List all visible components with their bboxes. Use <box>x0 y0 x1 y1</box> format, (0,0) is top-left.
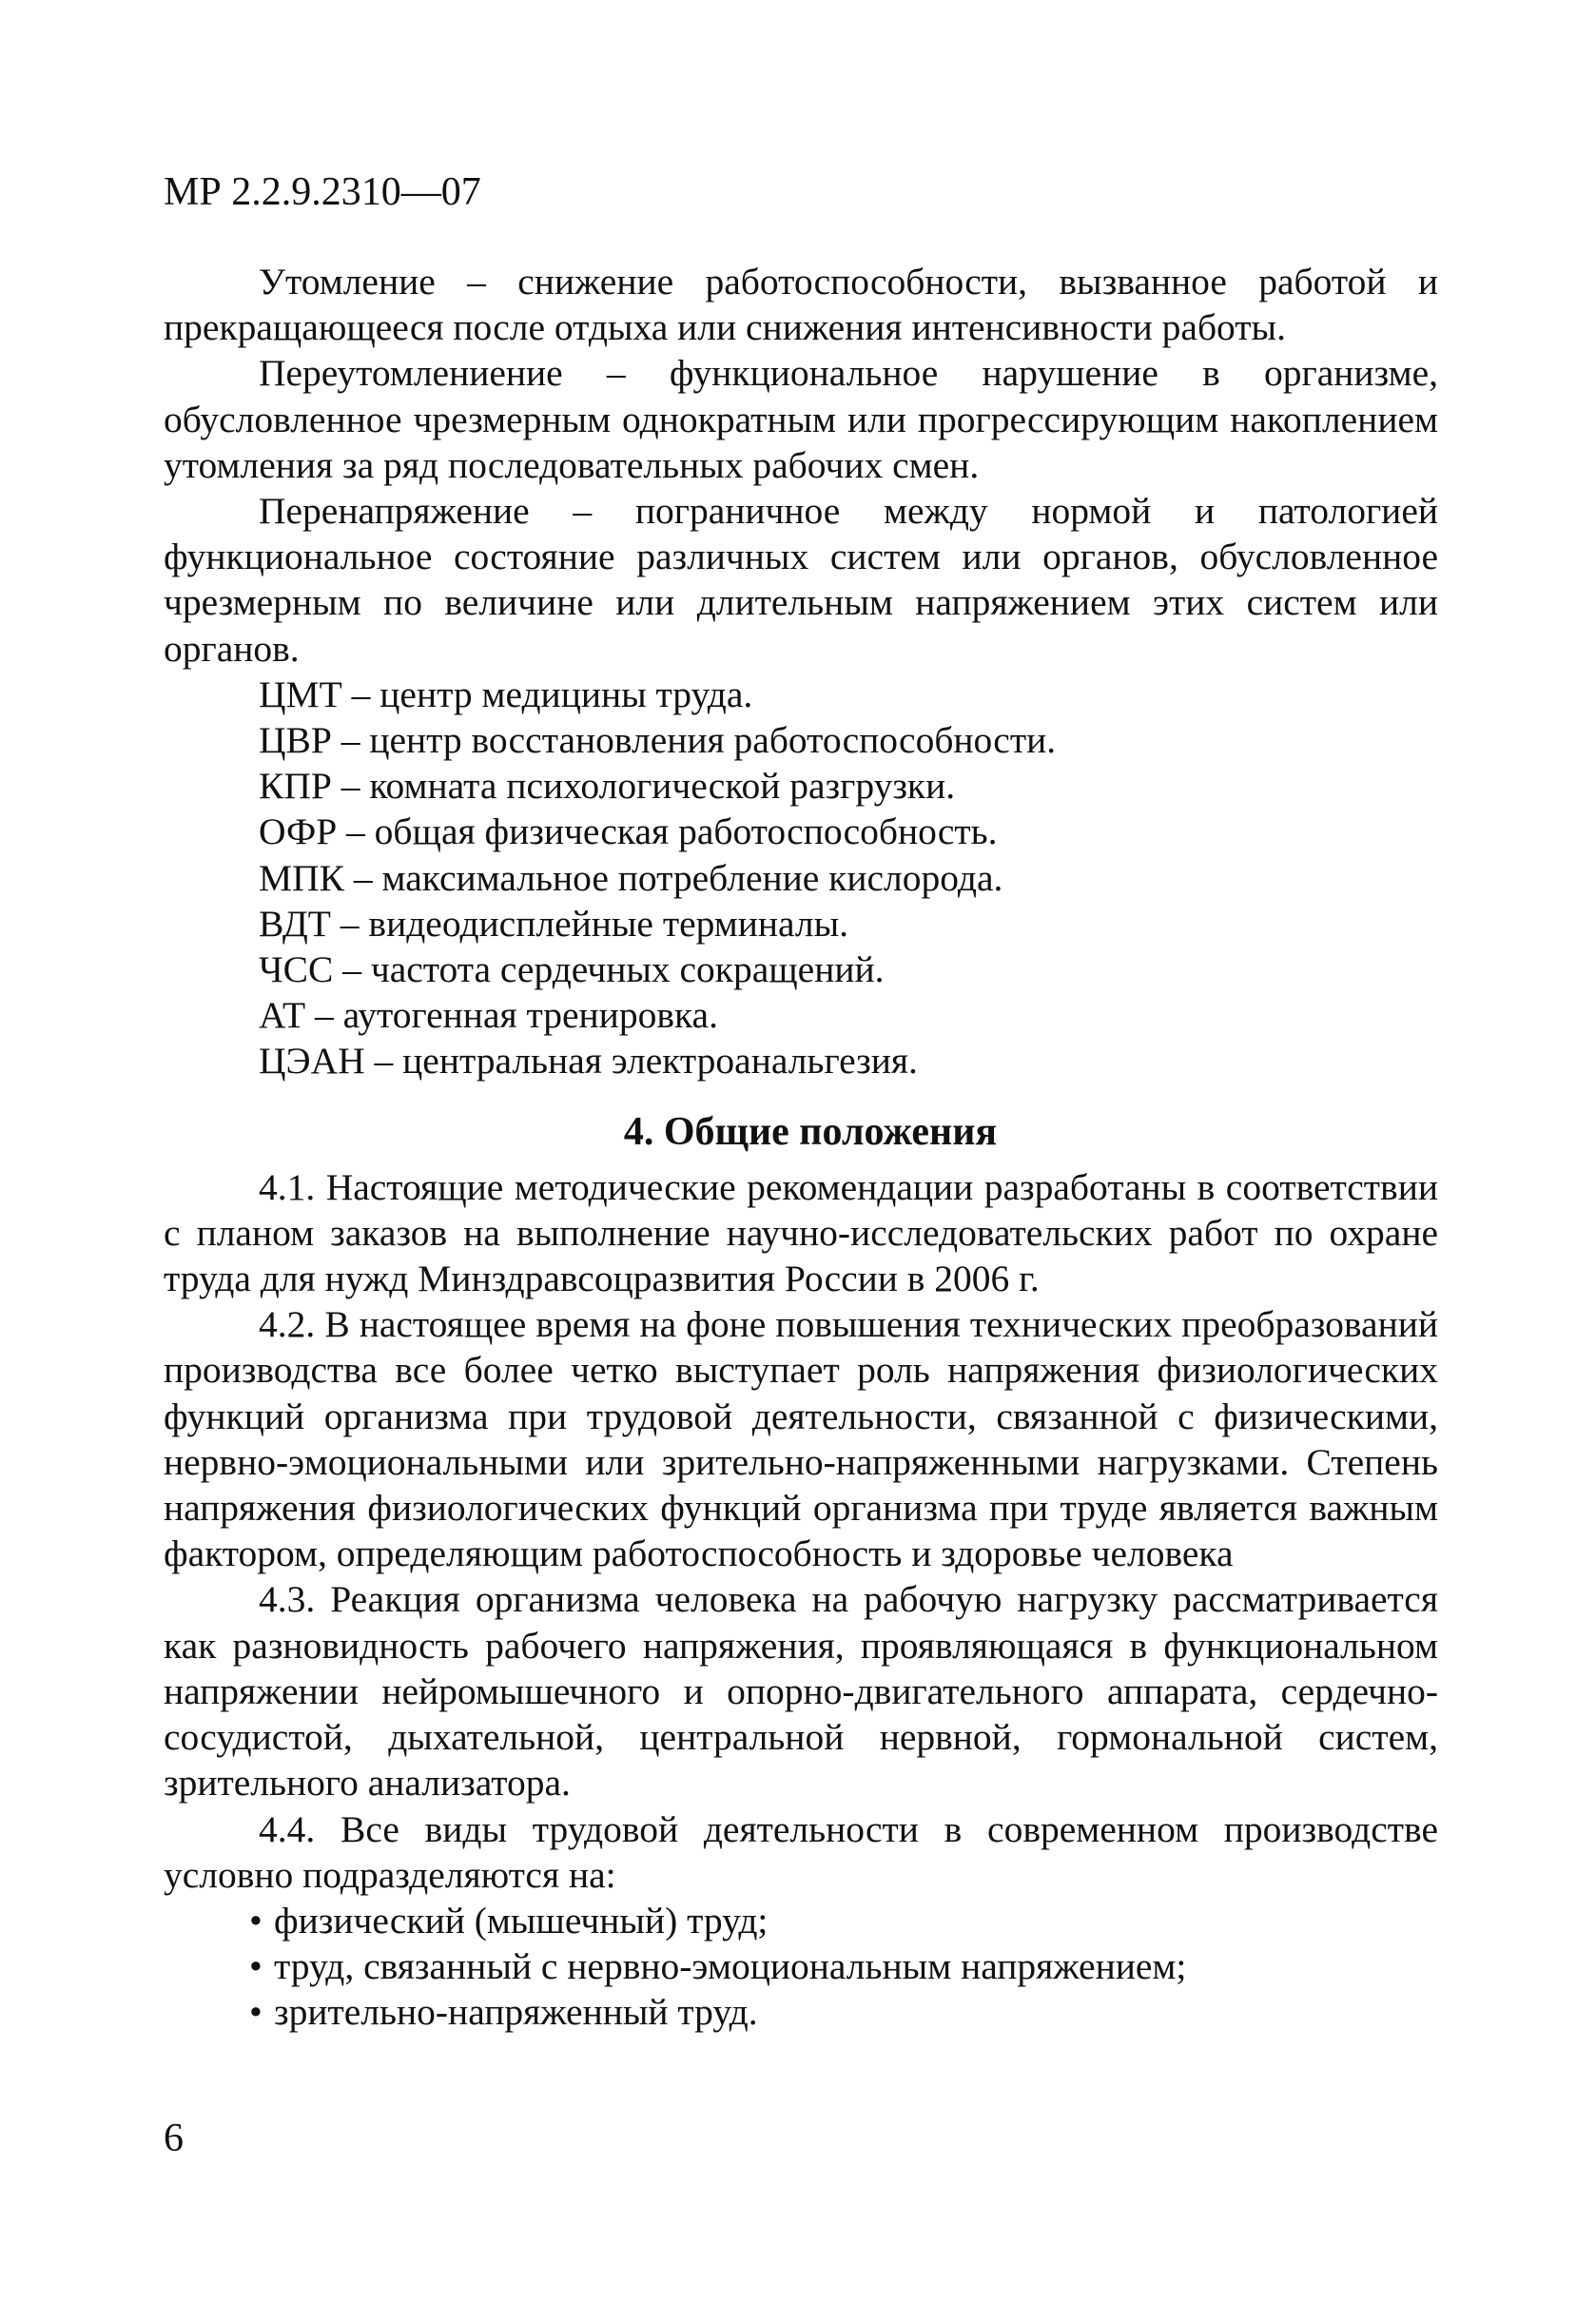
abbreviation-list <box>164 672 1438 1084</box>
abbreviation-item: ЦМТ – центр медицины труда. <box>259 673 753 715</box>
abbreviation-item: МПК – максимальное потребление кислорода. <box>259 856 1003 899</box>
term-definition-overstrain: Перенапряжение – пограничное между нормой и патологией функциональное состояние различных систем или органов, обусловленное чрезмерным по величине или длительным напряжением этих систем или органов. <box>164 490 1438 670</box>
abbreviation-item: ЧСС – частота сердечных сокращений. <box>259 948 885 991</box>
bullet-icon: • <box>249 1945 263 1988</box>
abbreviation-item: АТ – аутогенная тренировка. <box>259 994 718 1037</box>
paragraph-4-4: 4.4. Все виды трудовой деятельности в современном производстве условно подразделяются на: <box>164 1807 1438 1896</box>
abbreviation-item: ЦВР – центр восстановления работоспособности. <box>259 719 1057 762</box>
abbreviation-item: КПР – комната психологической разгрузки. <box>259 765 956 808</box>
paragraph-4-2: 4.2. В настоящее время на фоне повышения технических преобразований производства все более четко выступает роль напряжения физиологических функций организма при трудовой деятельности, связанной с физическими, нервно-эмоциональными или зрительно-напряженными нагрузками. Степень напряжения физиологических функций организма при труде является важным фактором, определяющим работоспособность и здоровье человека <box>164 1303 1438 1575</box>
list-item <box>164 1989 1438 2035</box>
list-item <box>164 1943 1438 1989</box>
document-code: МР 2.2.9.2310—07 <box>164 170 481 214</box>
list-item-text: труд, связанный с нервно-эмоциональным напряжением; <box>274 1945 1187 1988</box>
paragraph-4-3: 4.3. Реакция организма человека на рабочую нагрузку рассматривается как разновидность рабочего напряжения, проявляющаяся в функциональном напряжении нейромышечного и опорно-двигательного аппарата, сердечно-сосудистой, дыхательной, центральной нервной, гормональной систем, зрительного анализатора. <box>164 1578 1438 1805</box>
bullet-icon: • <box>249 1899 263 1942</box>
bullet-list <box>164 1898 1438 2036</box>
list-item <box>164 1898 1438 1943</box>
document-body <box>164 259 1438 2036</box>
abbreviation-item: ВДТ – видеодисплейные терминалы. <box>259 902 849 945</box>
term-definition-fatigue: Утомление – снижение работоспособности, вызванное работой и прекращающееся после отдыха или снижения интенсивности работы. <box>164 261 1438 349</box>
paragraph-4-1: 4.1. Настоящие методические рекомендации разработаны в соответствии с планом заказов на выполнение научно-исследовательских работ по охране труда для нужд Минздравсоцразвития России в 2006 г. <box>164 1165 1438 1300</box>
abbreviation-item: ЦЭАН – центральная электроанальгезия. <box>259 1040 918 1083</box>
page-number: 6 <box>164 2117 184 2160</box>
list-item-text: физический (мышечный) труд; <box>274 1899 769 1942</box>
list-item-text: зрительно-напряженный труд. <box>274 1991 758 2034</box>
term-definition-overfatigue: Переутомлениение – функциональное нарушение в организме, обусловленное чрезмерным однократным или прогрессирующим накоплением утомления за ряд последовательных рабочих смен. <box>164 352 1438 486</box>
section-heading: 4. Общие положения <box>623 1109 998 1154</box>
bullet-icon: • <box>249 1991 263 2034</box>
abbreviation-item: ОФР – общая физическая работоспособность. <box>259 810 998 853</box>
